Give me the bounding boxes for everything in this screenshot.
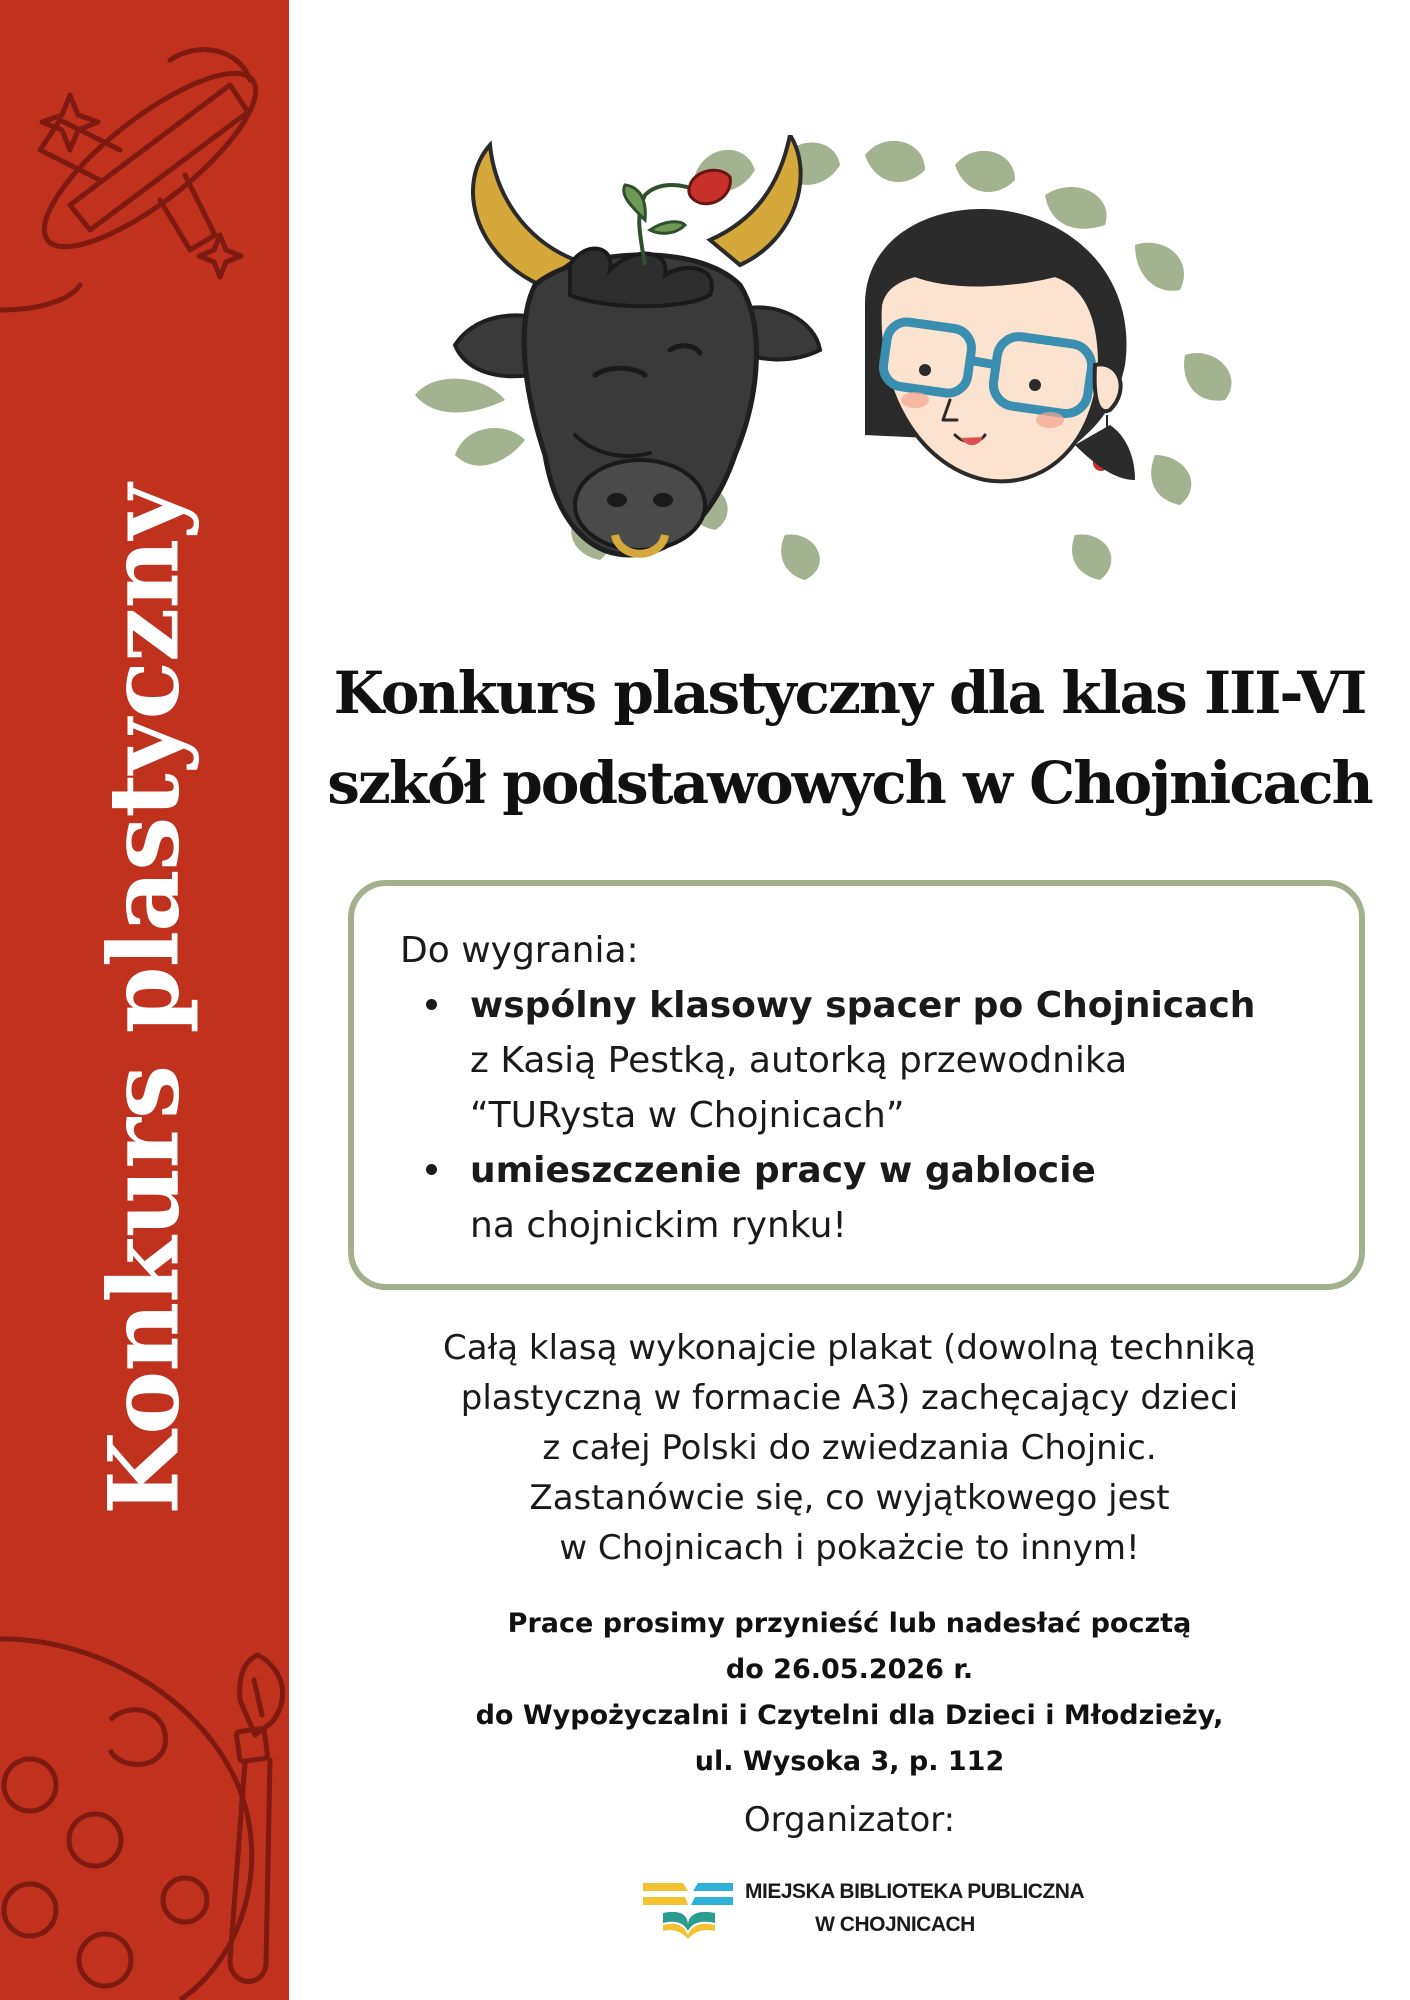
prize-item-detail: na chojnickim rynku! [470,1205,847,1246]
organizer-label: Organizator: [743,1800,956,1840]
prize-item-detail: “TURysta w Chojnicach” [470,1095,905,1136]
description-line: plastyczną w formacie A3) zachęcający dzieci [460,1378,1239,1418]
sidebar [0,0,289,2000]
library-name [745,1875,1085,1941]
vertical-title: Konkurs plastyczny [87,484,201,1516]
description-line: Całą klasą wykonajcie plakat (dowolną techniką [443,1328,1256,1368]
prize-intro: Do wygrania: [400,930,639,971]
submission-line: Prace prosimy przynieść lub nadesłać pocztą [507,1608,1192,1639]
paint-palette-icon [0,1639,252,2000]
submission-line: do Wypożyczalni i Czytelni dla Dzieci i Młodzieży, [475,1700,1224,1731]
illustration [395,135,1255,615]
open-book-logo-icon [643,1873,733,1943]
submission-deadline: do 26.05.2026 r. [725,1654,974,1685]
library-name-line-2: W CHOJNICACH [815,1913,975,1936]
description [289,1323,1410,1573]
rose-icon [624,170,731,265]
prize-list [470,978,1350,1253]
submission-info [289,1601,1410,1785]
headline-line-2: szkół podstawowych w Chojnicach [327,749,1372,817]
headline-line-1: Konkurs plastyczny dla klas III-VI [333,659,1366,727]
library-name-line-1: MIEJSKA BIBLIOTEKA PUBLICZNA [745,1880,1085,1903]
description-line: z całej Polski do zwiedzania Chojnic. [542,1428,1157,1468]
prize-item-detail: z Kasią Pestką, autorką przewodnika [470,1040,1128,1081]
prize-item-gablota [470,1143,1350,1253]
bullet-icon [426,1164,437,1175]
prize-item-title: umieszczenie pracy w gablocie [470,1150,1096,1191]
bullet-icon [426,999,437,1010]
description-line: Zastanówcie się, co wyjątkowego jest [529,1478,1170,1518]
headline [289,648,1410,828]
submission-address: ul. Wysoka 3, p. 112 [694,1746,1005,1777]
airplane-sketch-icon [0,47,278,310]
prize-item-spacer [470,978,1350,1143]
prize-item-title: wspólny klasowy spacer po Chojnicach [470,985,1256,1026]
prize-box [348,880,1365,1290]
girl-with-glasses-icon [865,209,1135,481]
description-line: w Chojnicach i pokażcie to innym! [559,1528,1140,1568]
